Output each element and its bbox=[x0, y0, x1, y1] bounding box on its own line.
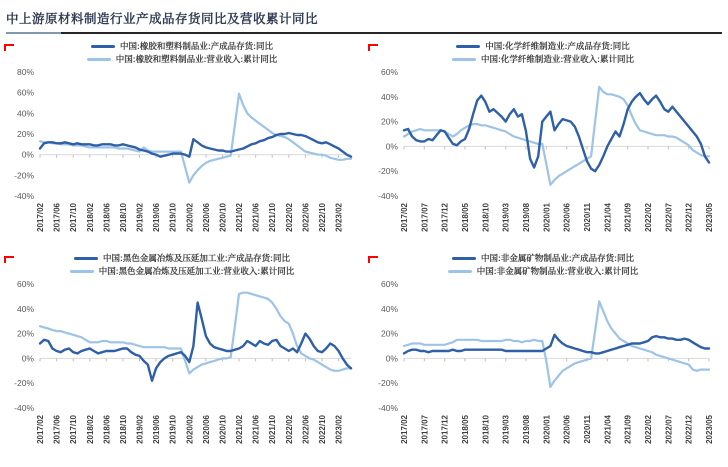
chart-header bbox=[0, 0, 728, 34]
legend-chemical-fiber bbox=[364, 40, 722, 65]
svg-text:2019/08: 2019/08 bbox=[522, 203, 531, 232]
legend-item-inventory bbox=[74, 252, 290, 264]
red-corner-mark bbox=[4, 256, 14, 263]
svg-text:2023/02: 2023/02 bbox=[334, 415, 344, 444]
legend-label: 中国:非金属矿物制品业:产成品存货:同比 bbox=[481, 253, 634, 263]
svg-text:2017/07: 2017/07 bbox=[420, 415, 430, 444]
svg-text:2022/02: 2022/02 bbox=[284, 203, 294, 232]
svg-text:2018/10: 2018/10 bbox=[481, 415, 491, 444]
title-underline bbox=[6, 32, 722, 34]
svg-text:2023/02: 2023/02 bbox=[334, 203, 344, 232]
svg-text:2020/02: 2020/02 bbox=[185, 415, 195, 444]
svg-text:40%: 40% bbox=[380, 91, 398, 102]
red-corner-mark bbox=[4, 44, 14, 51]
legend-label: 中国:化学纤维制造业:产成品存货:同比 bbox=[485, 41, 630, 51]
revenue-line-swatch bbox=[87, 58, 111, 61]
svg-text:2022/10: 2022/10 bbox=[318, 415, 327, 444]
svg-text:60%: 60% bbox=[16, 87, 34, 98]
inventory-line-swatch bbox=[74, 257, 98, 260]
legend-item-inventory bbox=[91, 40, 273, 52]
chart-chemical-fiber bbox=[364, 38, 722, 250]
svg-text:2020/10: 2020/10 bbox=[218, 415, 228, 444]
svg-text:2021/02: 2021/02 bbox=[235, 415, 244, 444]
red-corner-mark bbox=[368, 256, 378, 263]
svg-text:2019/02: 2019/02 bbox=[135, 203, 145, 232]
svg-text:2021/06: 2021/06 bbox=[251, 203, 261, 232]
legend-item-revenue bbox=[70, 265, 295, 277]
svg-text:2017/02: 2017/02 bbox=[36, 203, 45, 232]
svg-text:2022/07: 2022/07 bbox=[664, 415, 674, 444]
inventory-line-swatch bbox=[91, 45, 115, 48]
svg-text:2022/02: 2022/02 bbox=[644, 415, 653, 444]
svg-text:0%: 0% bbox=[21, 353, 34, 364]
svg-text:2020/06: 2020/06 bbox=[201, 203, 211, 232]
svg-text:2017/07: 2017/07 bbox=[420, 203, 430, 232]
svg-text:2020/01: 2020/01 bbox=[542, 415, 552, 444]
svg-text:2018/06: 2018/06 bbox=[102, 203, 112, 232]
chart-ferrous-metal bbox=[0, 250, 364, 462]
svg-text:2018/05: 2018/05 bbox=[461, 203, 470, 232]
svg-text:0%: 0% bbox=[21, 149, 34, 160]
svg-text:2022/07: 2022/07 bbox=[664, 203, 674, 232]
svg-text:2022/10: 2022/10 bbox=[318, 203, 327, 232]
svg-text:2018/06: 2018/06 bbox=[102, 415, 112, 444]
svg-text:60%: 60% bbox=[380, 279, 398, 289]
svg-text:2021/04: 2021/04 bbox=[603, 415, 613, 444]
svg-text:2021/09: 2021/09 bbox=[623, 203, 633, 232]
line-chart-canvas bbox=[2, 278, 358, 458]
svg-text:2017/12: 2017/12 bbox=[440, 415, 450, 444]
svg-text:-40%: -40% bbox=[14, 403, 34, 413]
legend-label: 中国:化学纤维制造业:营业收入:累计同比 bbox=[481, 54, 634, 64]
svg-text:20%: 20% bbox=[380, 116, 398, 127]
svg-text:2023/05: 2023/05 bbox=[705, 415, 714, 444]
svg-text:2021/10: 2021/10 bbox=[268, 415, 278, 444]
legend-ferrous-metal bbox=[0, 252, 364, 277]
svg-text:2019/10: 2019/10 bbox=[168, 203, 178, 232]
legend-label: 中国:非金属矿物制品业:营业收入:累计同比 bbox=[476, 266, 639, 276]
legend-label: 中国:黑色金属冶炼及压延加工业:营业收入:累计同比 bbox=[98, 266, 295, 276]
legend-item-inventory bbox=[456, 40, 630, 52]
legend-label: 中国:橡胶和塑料制品业:营业收入:累计同比 bbox=[115, 54, 278, 64]
line-chart-canvas bbox=[366, 66, 716, 246]
legend-label: 中国:黑色金属冶炼及压延加工业:产成品存货:同比 bbox=[103, 253, 290, 263]
svg-text:2017/02: 2017/02 bbox=[400, 415, 409, 444]
legend-rubber-plastic bbox=[0, 40, 364, 65]
svg-text:2022/06: 2022/06 bbox=[301, 203, 311, 232]
svg-text:40%: 40% bbox=[16, 108, 34, 119]
red-corner-mark bbox=[368, 44, 378, 51]
svg-text:0%: 0% bbox=[385, 141, 398, 152]
line-chart-canvas bbox=[2, 66, 358, 246]
svg-text:2021/02: 2021/02 bbox=[235, 203, 244, 232]
svg-text:2019/03: 2019/03 bbox=[501, 415, 511, 444]
svg-text:2020/11: 2020/11 bbox=[583, 415, 592, 444]
svg-text:2022/12: 2022/12 bbox=[684, 415, 694, 444]
svg-text:2022/06: 2022/06 bbox=[301, 415, 311, 444]
chart-rubber-plastic bbox=[0, 38, 364, 250]
svg-text:2019/02: 2019/02 bbox=[135, 415, 145, 444]
legend-item-revenue bbox=[87, 53, 278, 65]
svg-text:2020/11: 2020/11 bbox=[583, 203, 592, 232]
svg-text:2018/02: 2018/02 bbox=[85, 415, 95, 444]
svg-text:2020/01: 2020/01 bbox=[542, 203, 552, 232]
svg-text:2019/06: 2019/06 bbox=[152, 203, 162, 232]
svg-text:2017/12: 2017/12 bbox=[440, 203, 450, 232]
legend-label: 中国:橡胶和塑料制品业:产成品存货:同比 bbox=[120, 41, 273, 51]
legend-nonmetallic-mineral bbox=[364, 252, 722, 277]
svg-text:2023/05: 2023/05 bbox=[705, 203, 714, 232]
svg-text:2017/02: 2017/02 bbox=[400, 203, 409, 232]
svg-text:20%: 20% bbox=[16, 328, 34, 339]
svg-text:2021/10: 2021/10 bbox=[268, 203, 278, 232]
svg-text:2020/10: 2020/10 bbox=[218, 203, 228, 232]
svg-text:-20%: -20% bbox=[378, 378, 398, 389]
svg-text:2022/02: 2022/02 bbox=[644, 203, 653, 232]
svg-text:-40%: -40% bbox=[14, 191, 34, 201]
svg-text:2021/04: 2021/04 bbox=[603, 202, 613, 232]
svg-text:2017/10: 2017/10 bbox=[69, 415, 79, 444]
svg-text:20%: 20% bbox=[16, 129, 34, 139]
svg-text:2021/06: 2021/06 bbox=[251, 415, 261, 444]
svg-text:20%: 20% bbox=[380, 328, 398, 339]
svg-text:2021/09: 2021/09 bbox=[623, 415, 633, 444]
revenue-line-swatch bbox=[452, 58, 476, 61]
svg-text:2022/02: 2022/02 bbox=[284, 415, 294, 444]
chart-nonmetallic-mineral bbox=[364, 250, 722, 462]
svg-text:2020/06: 2020/06 bbox=[562, 203, 572, 232]
svg-text:2017/06: 2017/06 bbox=[52, 415, 62, 444]
svg-text:-40%: -40% bbox=[378, 403, 398, 413]
svg-text:80%: 80% bbox=[16, 67, 34, 77]
svg-text:2018/10: 2018/10 bbox=[118, 415, 128, 444]
legend-item-revenue bbox=[448, 265, 639, 277]
charts-grid bbox=[0, 38, 728, 462]
svg-text:-20%: -20% bbox=[378, 166, 398, 177]
svg-text:2017/06: 2017/06 bbox=[52, 203, 62, 232]
svg-text:-20%: -20% bbox=[14, 378, 34, 389]
svg-text:-40%: -40% bbox=[378, 191, 398, 201]
svg-text:2017/02: 2017/02 bbox=[36, 415, 45, 444]
page-title: 中上游原材料制造行业产成品存货同比及营收累计同比 bbox=[6, 12, 319, 26]
svg-text:2018/10: 2018/10 bbox=[481, 203, 491, 232]
svg-text:2020/02: 2020/02 bbox=[185, 203, 195, 232]
svg-text:2019/10: 2019/10 bbox=[168, 415, 178, 444]
revenue-line-swatch bbox=[70, 270, 94, 273]
svg-text:2019/03: 2019/03 bbox=[501, 203, 511, 232]
svg-text:2022/12: 2022/12 bbox=[684, 203, 694, 232]
svg-text:2020/06: 2020/06 bbox=[201, 415, 211, 444]
legend-item-inventory bbox=[452, 252, 634, 264]
legend-item-revenue bbox=[452, 53, 634, 65]
svg-text:60%: 60% bbox=[380, 67, 398, 77]
svg-text:2018/05: 2018/05 bbox=[461, 415, 470, 444]
inventory-line-swatch bbox=[456, 45, 480, 48]
svg-text:-20%: -20% bbox=[14, 170, 34, 181]
svg-text:40%: 40% bbox=[380, 303, 398, 314]
svg-text:60%: 60% bbox=[16, 279, 34, 289]
inventory-line-swatch bbox=[452, 257, 476, 260]
svg-text:2019/08: 2019/08 bbox=[522, 415, 531, 444]
svg-text:2020/06: 2020/06 bbox=[562, 415, 572, 444]
line-chart-canvas bbox=[366, 278, 716, 458]
revenue-line-swatch bbox=[448, 270, 472, 273]
svg-text:0%: 0% bbox=[385, 353, 398, 364]
svg-text:2017/10: 2017/10 bbox=[69, 203, 79, 232]
svg-text:2019/06: 2019/06 bbox=[152, 415, 162, 444]
svg-text:40%: 40% bbox=[16, 303, 34, 314]
svg-text:2018/02: 2018/02 bbox=[85, 203, 95, 232]
svg-text:2018/10: 2018/10 bbox=[118, 203, 128, 232]
